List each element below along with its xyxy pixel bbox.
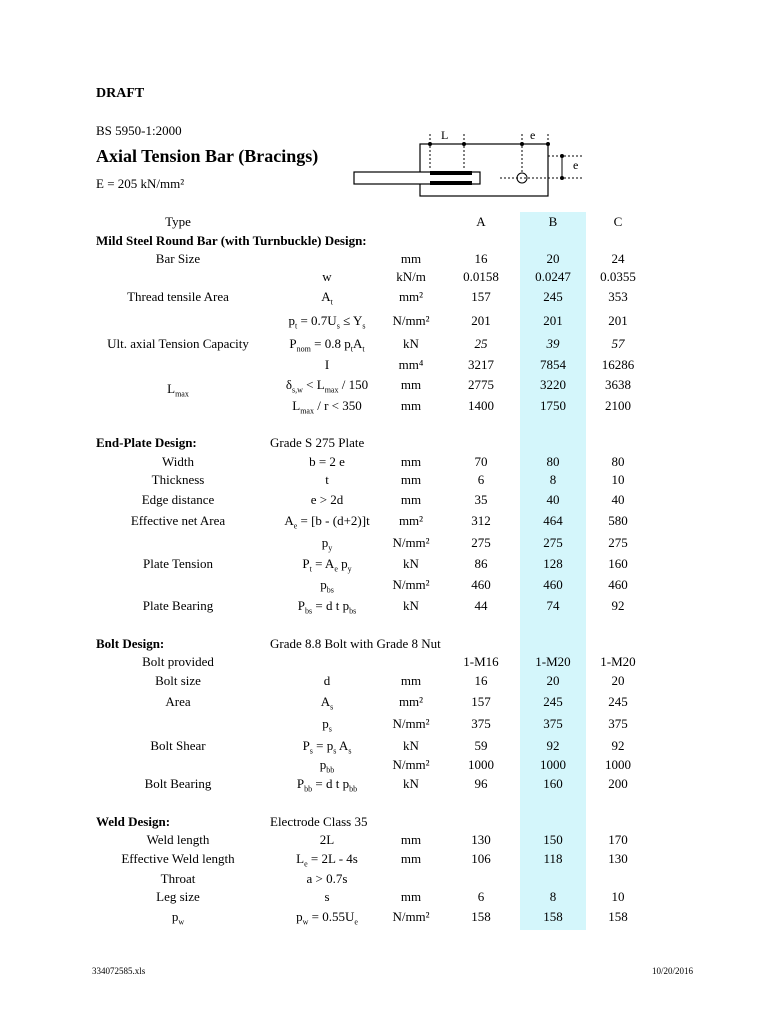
elastic-modulus: E = 205 kN/mm² [96, 176, 185, 191]
table-row: Leg size s mm 6 8 10 [156, 889, 625, 904]
draft-label: DRAFT [96, 86, 145, 101]
table-row: $L_{max}$ $\delta_{s,w} < L_{max} / 150$ mm 2775 3220 3638 [167, 377, 631, 399]
table-row: $p_w$ $p_w = 0.55U_e$ N/mm² 158 158 158 [171, 909, 628, 927]
table-row: Plate Tension $P_t = A_e$ $p_y$ kN 86 128 160 [143, 556, 628, 574]
table-row: Bolt Shear $P_s = p_s$ $A_s$ kN 59 92 92 [150, 738, 625, 756]
dim-label-L: L [441, 128, 449, 142]
section-heading-end-plate: End-Plate Design: Grade S 275 Plate [96, 435, 365, 450]
table-row: Thread tensile Area $A_t$ mm² 157 245 353 [127, 289, 628, 307]
table-row: Edge distance e > 2d mm 35 40 40 [141, 492, 625, 507]
table-row: Bolt provided 1-M16 1-M20 1-M20 [142, 654, 636, 669]
table-row: Bar Size mm 16 20 24 [155, 251, 625, 266]
standard-code: BS 5950-1:2000 [96, 123, 182, 138]
table-row: Effective net Area $A_e = [b - (d+2)]t$ mm² 312 464 580 [130, 513, 628, 531]
section-heading-bolt: Bolt Design: Grade 8.8 Bolt with Grade 8 Nut [96, 636, 441, 651]
table-row: Bolt size d mm 16 20 20 [155, 673, 625, 688]
page-title: Axial Tension Bar (Bracings) [96, 146, 319, 166]
table-row: w kN/m 0.0158 0.0247 0.0355 [322, 269, 636, 284]
table-row: Area $A_s$ mm² 157 245 245 [165, 694, 628, 712]
footer-filename: 334072585.xls [92, 966, 146, 976]
section-heading-weld: Weld Design: Electrode Class 35 [96, 814, 368, 829]
table-row: I mm⁴ 3217 7854 16286 [324, 357, 635, 372]
section-heading-round-bar: Mild Steel Round Bar (with Turnbuckle) Design: [96, 233, 367, 248]
connection-diagram [350, 124, 590, 202]
table-row-type: Type A B C [165, 214, 623, 229]
table-row: $p_s$ N/mm² 375 375 375 [322, 716, 628, 734]
table-row: $p_{bs}$ N/mm² 460 460 460 [320, 577, 628, 595]
dim-label-e-side: e [573, 158, 579, 172]
dim-label-e-top: e [530, 128, 536, 142]
table-row: Plate Bearing $P_{bs} = d$ t $p_{bs}$ kN 44 74 92 [142, 598, 625, 616]
table-row: $p_{bb}$ N/mm² 1000 1000 1000 [319, 757, 631, 775]
table-row: $p_t = 0.7U_s \le Y_s$ N/mm² 201 201 201 [288, 313, 628, 331]
table-row: Ult. axial Tension Capacity $P_{nom} = 0.8$ $p_tA_t$ kN 25 39 57 [107, 336, 625, 354]
table-row: Effective Weld length $L_e = 2L - 4s$ mm 106 118 130 [121, 851, 628, 869]
table-row: $L_{max} / r < 350$ mm 1400 1750 2100 [292, 398, 631, 416]
footer-date: 10/20/2016 [652, 966, 694, 976]
table-row: Thickness t mm 6 8 10 [151, 472, 625, 487]
table-row: Throat a > 0.7s [160, 871, 348, 886]
table-row: $p_y$ N/mm² 275 275 275 [321, 535, 628, 553]
table-row: Weld length 2L mm 130 150 170 [146, 832, 628, 847]
table-row: Bolt Bearing $P_{bb} = d$ t $p_{bb}$ kN 96 160 200 [144, 776, 628, 794]
table-row: Width b = 2 e mm 70 80 80 [162, 454, 625, 469]
